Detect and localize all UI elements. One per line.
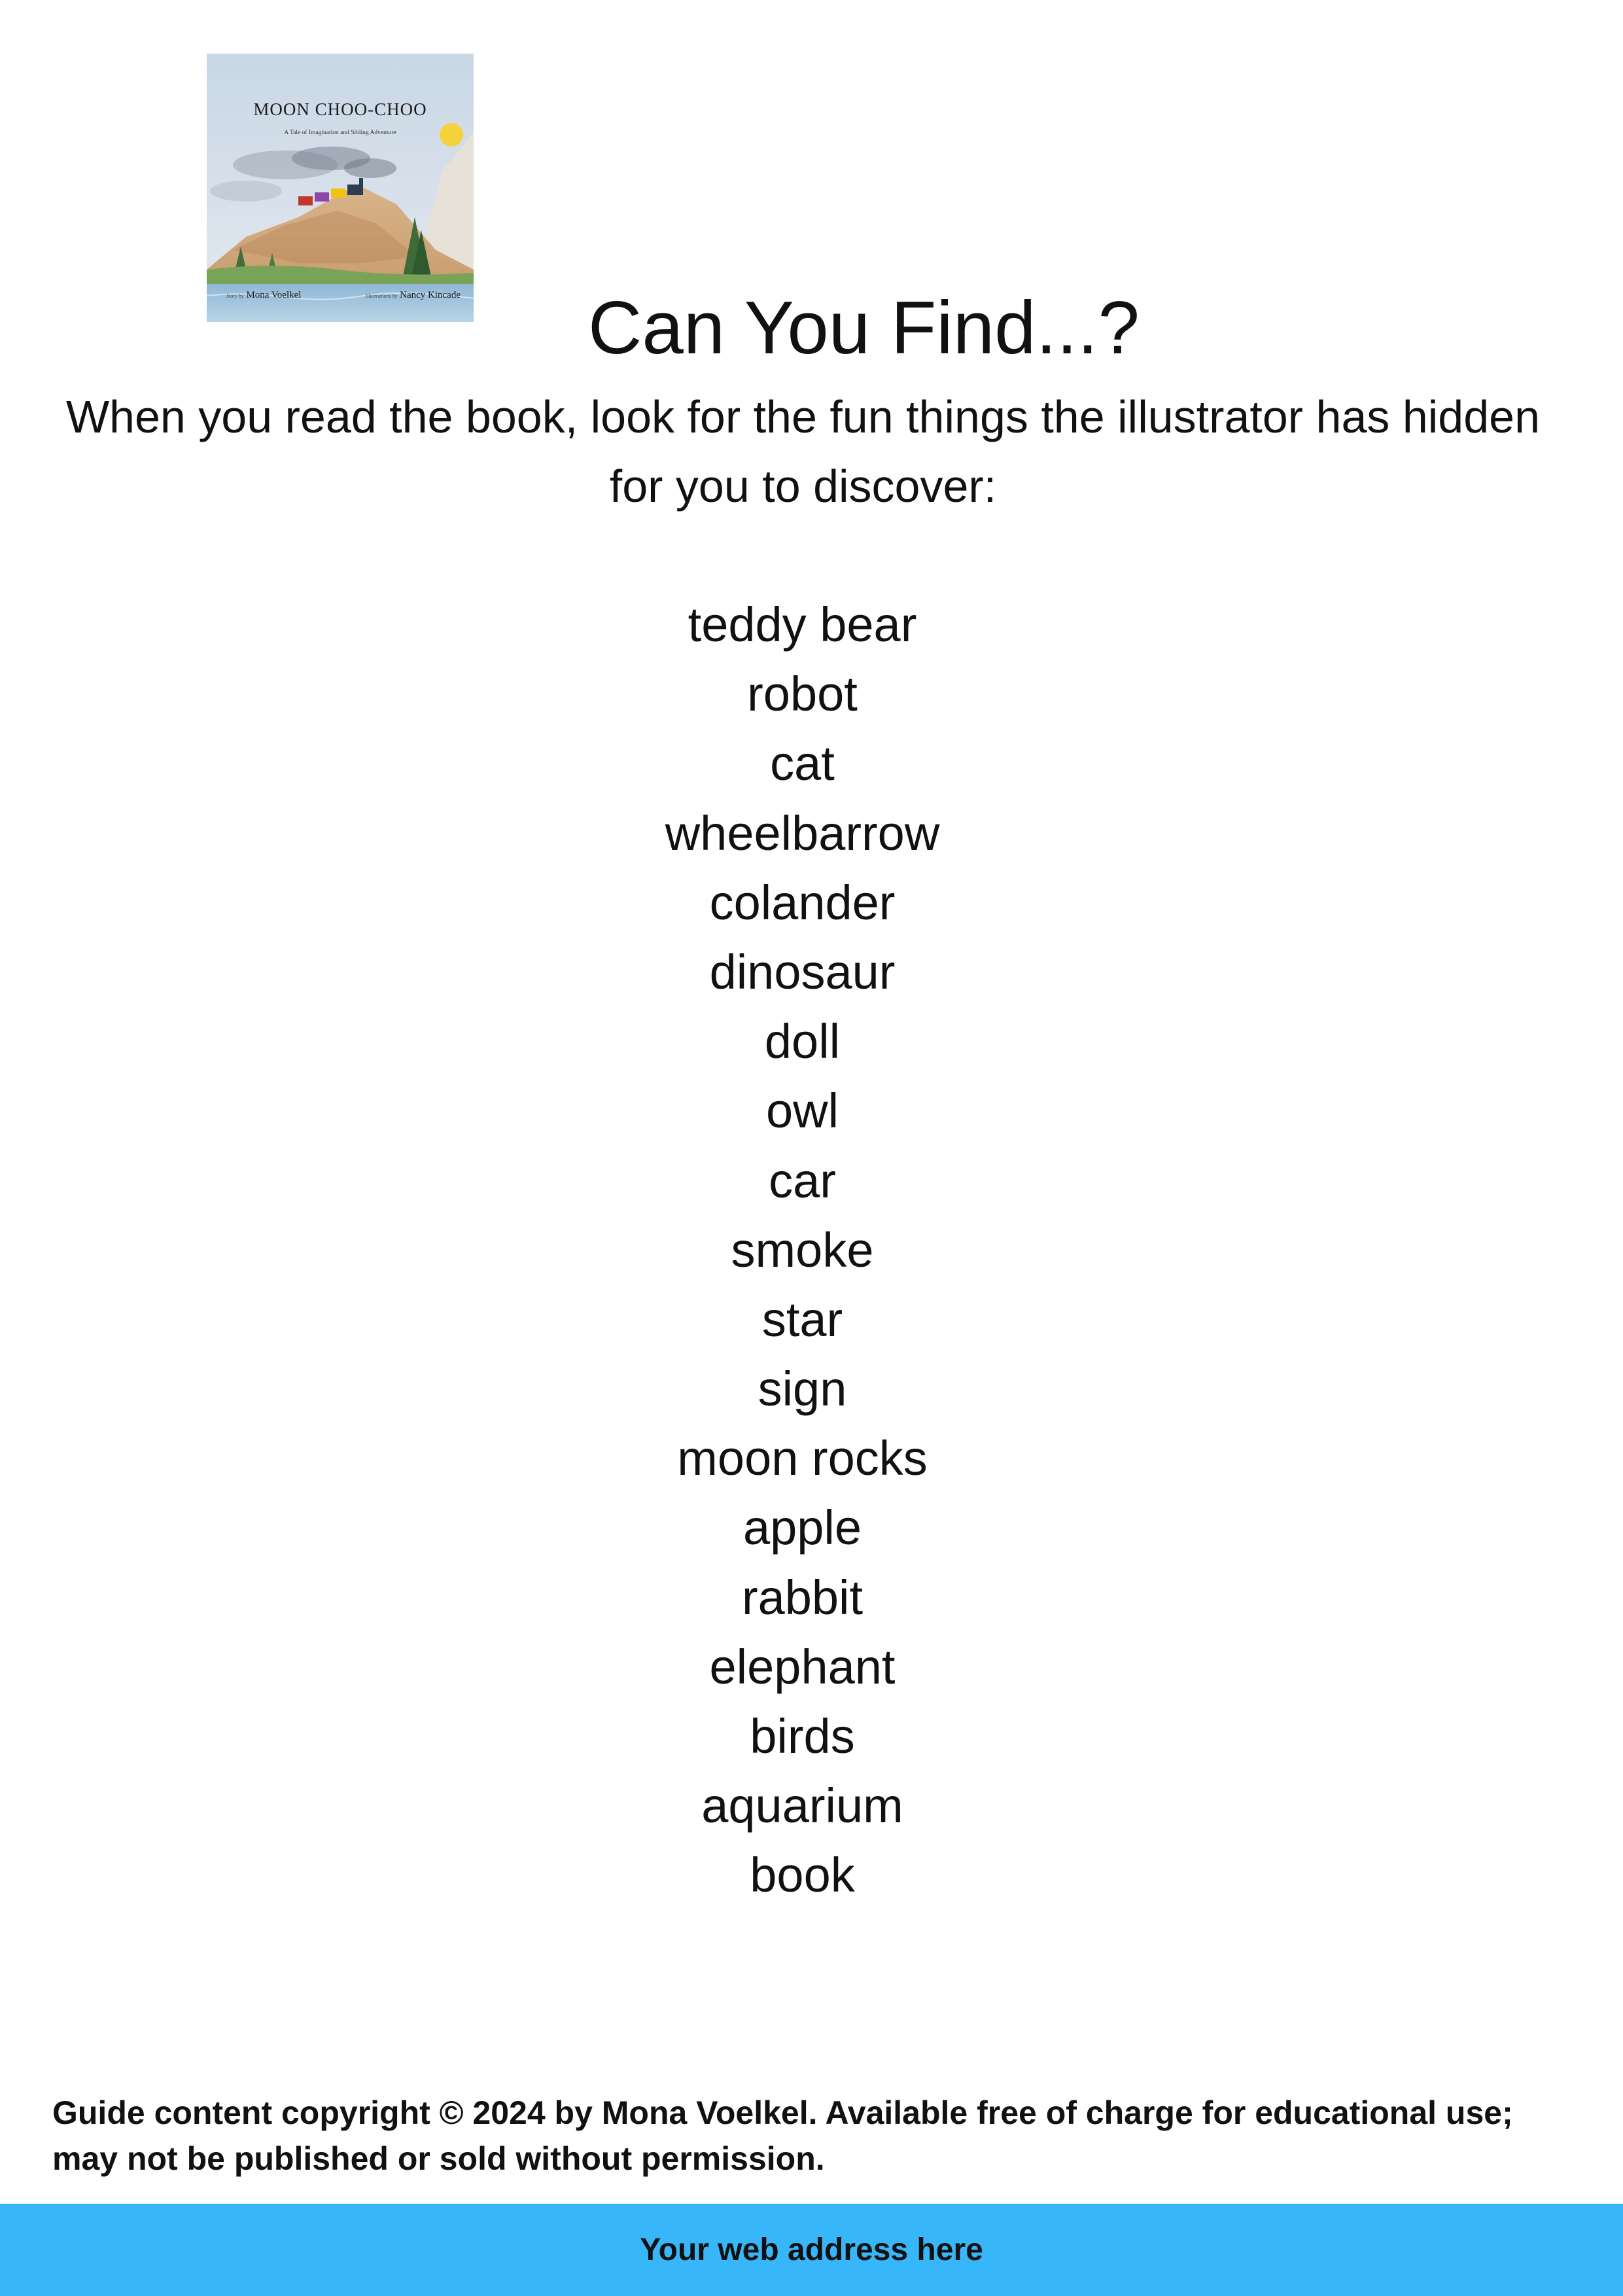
list-item: colander (709, 875, 896, 930)
list-item: car (769, 1153, 836, 1208)
book-cover-image (207, 54, 474, 322)
footer-bar (0, 2204, 1623, 2296)
list-item: dinosaur (709, 944, 896, 999)
page-title: Can You Find...? (588, 287, 1140, 370)
list-item: doll (764, 1014, 841, 1069)
cover-illustration (207, 54, 474, 322)
list-item: star (761, 1292, 843, 1347)
list-item: rabbit (741, 1570, 864, 1625)
copyright-notice: Guide content copyright © 2024 by Mona Voelkel. Available free of charge for educational use; may not be published or sold without permission. (52, 2094, 1513, 2177)
list-item: moon rocks (677, 1431, 928, 1486)
list-item: robot (747, 667, 858, 722)
list-item: birds (750, 1709, 855, 1763)
cover-illustrations-by-label: Illustrations by (365, 293, 398, 299)
find-items-list (0, 590, 1605, 1911)
list-item: sign (758, 1362, 847, 1417)
list-item: elephant (709, 1639, 896, 1694)
list-item: owl (765, 1084, 839, 1139)
cover-story-by-label: Story by (226, 293, 244, 299)
list-item: teddy bear (688, 597, 917, 652)
cover-illustrator: Nancy Kincade (400, 290, 461, 300)
list-item: apple (742, 1500, 862, 1555)
cover-author: Mona Voelkel (246, 290, 302, 300)
list-item: book (750, 1848, 855, 1903)
cover-subtitle: A Tale of Imagination and Sibling Adventure (284, 130, 396, 136)
list-item: cat (770, 736, 835, 791)
list-item: smoke (731, 1222, 874, 1277)
cover-title: MOON CHOO-CHOO (253, 99, 427, 119)
list-item: aquarium (701, 1778, 903, 1833)
web-address: Your web address here (640, 2233, 983, 2267)
list-item: wheelbarrow (665, 805, 940, 860)
intro-text: When you read the book, look for the fun things the illustrator has hidden for you to discover: (65, 391, 1541, 512)
